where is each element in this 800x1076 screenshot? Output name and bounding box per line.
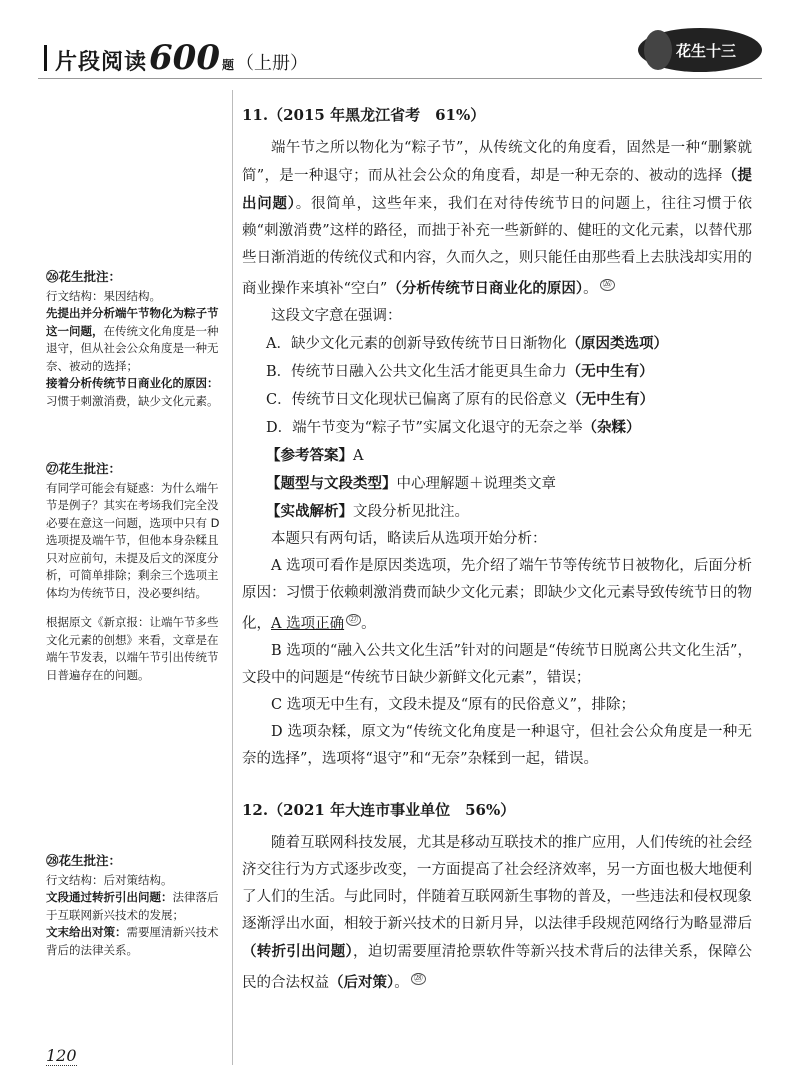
option-a: [266, 330, 752, 358]
note-27-para2: 根据原文《新京报：让端午节多些文化元素的创想》来看，文章是在端午节发表，以端午节引出传统节日普遍存在的问题。: [46, 615, 219, 682]
option-text: B．传统节日融入公共文化生活才能更具生命力: [266, 363, 567, 380]
option-d: [266, 414, 752, 442]
type-value: 中心理解题＋说理类文章: [396, 475, 556, 492]
explain-intro: 本题只有两句话，略读后从选项开始分析：: [271, 530, 547, 547]
note-28: [46, 852, 222, 959]
question-12-title: 12.（2021 年大连市事业单位 56%）: [242, 800, 516, 819]
note-26-line: 先提出并分析端午节物化为粽子节这一问题，: [46, 306, 219, 338]
note-27-title: ㉗花生批注：: [46, 461, 122, 476]
passage-annotation: （分析传统节日商业化的原因）: [387, 279, 584, 297]
question-11-title: 11.（2015 年黑龙江省考 61%）: [242, 106, 486, 124]
question-12-passage: [242, 830, 752, 997]
note-27: [46, 460, 222, 684]
main-content: [242, 104, 752, 996]
option-text: A．缺少文化元素的创新导致传统节日日渐物化: [266, 335, 567, 352]
title-text: 片段阅读: [55, 49, 148, 75]
book-title: [44, 38, 308, 78]
analysis-line: [266, 498, 752, 526]
option-tag: （无中生有）: [567, 390, 655, 408]
note-28-line: 文段通过转折引出问题：: [46, 890, 173, 904]
answer-value: A: [353, 447, 364, 464]
note-26-line: 行文结构：果因结构。: [46, 288, 161, 303]
answer-label: 【参考答案】: [266, 446, 353, 464]
margin-divider: [232, 90, 233, 1065]
explain-text: A 选项可看作是原因类选项，先介绍了端午节等传统节日被物化，后面分析原因：习惯于依赖刺激消费而缺少文化元素；即缺少文化元素导致传统节日的物化，: [242, 557, 752, 632]
explain-a: [242, 553, 752, 638]
note-ref: ㉗: [346, 614, 361, 626]
note-28-body: [46, 872, 222, 960]
note-28-title: ㉘花生批注：: [46, 853, 122, 868]
explain-d: D 选项杂糅，原文为“传统文化角度是一种退守，但社会公众角度是一种无奈的选择”，选项将“退守”和“无奈”杂糅到一起，错误。: [242, 723, 752, 767]
passage-text: 。很简单，这些年来，我们在对待传统节日的问题上，往往习惯于依赖“刺激消费”这样的路径，而拙于补充一些新鲜的、健旺的文化元素，以替代那些日渐消逝的传统仪式和内容，久而久之，则只能任由那些看上去肤浅却实用的商业操作来填补“空白”: [242, 196, 753, 297]
analysis-value: 文段分析见批注。: [353, 503, 469, 520]
title-number: 600: [149, 38, 220, 78]
passage-annotation: （提出问题）: [242, 167, 753, 212]
explain-highlight: A 选项正确: [271, 615, 345, 632]
logo-text: 花生十三: [675, 42, 737, 60]
note-26-line: 接着分析传统节日商业化的原因：: [46, 376, 219, 390]
title-volume: （上册）: [236, 53, 309, 74]
header-divider: [38, 78, 762, 79]
passage-text: 。: [583, 280, 598, 297]
type-line: [266, 470, 752, 498]
passage-annotation: （后对策）: [329, 973, 395, 991]
passage-text: 端午节之所以物化为“粽子节”，从传统文化的角度看，固然是一种“删繁就简”，是一种退守；而从社会公众的角度看，却是一种无奈的、被动的选择: [242, 140, 752, 184]
note-26-title: ㉖花生批注：: [46, 269, 122, 284]
explain-c: C 选项无中生有，文段未提及“原有的民俗意义”，排除；: [271, 696, 636, 713]
passage-text: 。: [394, 974, 409, 991]
note-28-line: 文末给出对策：: [46, 925, 127, 939]
explain-b: B 选项的“融入公共文化生活”针对的问题是“传统节日脱离公共文化生活”，文段中的问题是“传统节日缺少新鲜文化元素”，错误；: [242, 642, 752, 686]
note-28-line: 法律落后于互联网新兴技术的发展；: [46, 890, 219, 922]
note-26-line: 在传统文化角度是一种退守，但从社会公众角度是一种无奈、被动的选择；: [46, 323, 219, 373]
passage-text: 随着互联网科技发展，尤其是移动互联技术的推广应用，人们传统的社会经济交往行为方式逐步改变，一方面提高了社会经济效率，另一方面也极大地便利了人们的生活。与此同时，伴随着互联网新生事物的普及，一些违法和侵权现象逐渐浮出水面，相较于新兴技术的日新月异，以法律手段规范网络行为略显滞后: [242, 834, 752, 932]
passage-annotation: （转折引出问题）: [242, 942, 354, 960]
title-ti: 题: [222, 58, 235, 72]
question-11-passage: [242, 135, 752, 303]
analysis-label: 【实战解析】: [266, 502, 353, 520]
peanut-logo: [636, 26, 764, 74]
title-bar: [44, 45, 47, 71]
option-tag: （无中生有）: [566, 362, 654, 380]
note-27-para1: 有同学可能会有疑惑：为什么端午节是例子？其实在考场我们完全没必要在意这一问题，选项中只有 D 选项提及端午节，但他本身杂糅且只对应前句，未提及后文的深度分析，可简单排除；剩余三个选项主体均为传统节日，没必要纠结。: [46, 480, 220, 600]
type-label: 【题型与文段类型】: [266, 474, 397, 492]
page-number: 120: [46, 1046, 77, 1065]
answer-line: [266, 442, 752, 470]
option-tag: （原因类选项）: [566, 334, 668, 352]
passage-text: ，迫切需要厘清抢票软件等新兴技术背后的法律关系，保障公民的合法权益: [242, 943, 753, 991]
note-26-line: 习惯于刺激消费，缺少文化元素。: [46, 393, 219, 408]
note-ref: ㉖: [600, 279, 615, 291]
explain-text: 。: [361, 615, 376, 632]
option-c: [266, 386, 752, 414]
option-b: [266, 358, 752, 386]
note-28-line: 行文结构：后对策结构。: [46, 872, 173, 887]
note-26-body: [46, 288, 222, 411]
option-tag: （杂糅）: [582, 418, 641, 436]
note-ref: ㉘: [411, 973, 426, 985]
note-26: [46, 268, 222, 410]
option-text: C．传统节日文化现状已偏离了原有的民俗意义: [266, 391, 568, 408]
question-11-stem: 这段文字意在强调：: [271, 307, 402, 324]
option-text: D．端午节变为“粽子节”实属文化退守的无奈之举: [266, 419, 583, 436]
note-28-line: 需要厘清新兴技术背后的法律关系。: [46, 925, 219, 957]
